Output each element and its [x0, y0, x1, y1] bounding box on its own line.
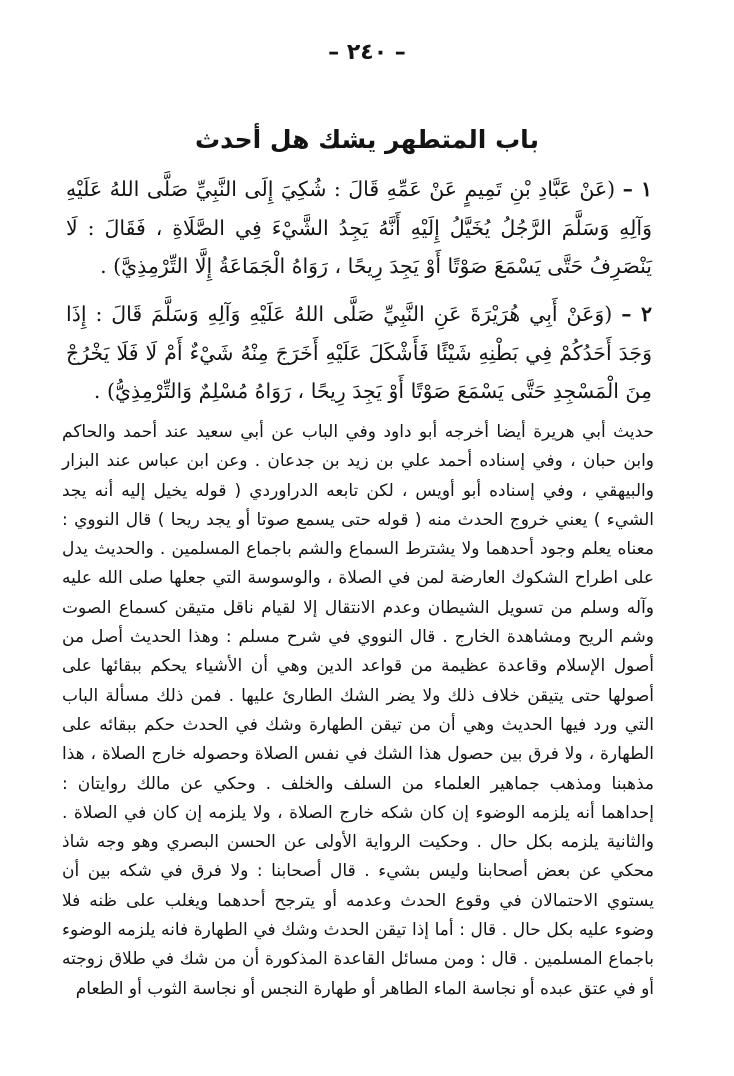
hadith-1	[66, 170, 652, 286]
hadith-text: (وَعَنْ أَبِي هُرَيْرَةَ عَنِ النَّبِيِّ صَلَّى اللهُ عَلَيْهِ وَآلِهِ وَسَلَّمَ قَالَ : إِذَا وَجَدَ أَحَدُكُمْ فِي بَطْنِهِ شَيْئًا فَأَشْكَلَ عَلَيْهِ أَخَرَجَ مِنْهُ شَيْءٌ أَمْ لَا فَلَا يَخْرُجْ مِنَ الْمَسْجِدِ حَتَّى يَسْمَعَ صَوْتًا أَوْ يَجِدَ رِيحًا ، رَوَاهُ مُسْلِمٌ وَالتِّرْمِذِيُّ) .	[66, 302, 652, 403]
hadith-number: ١ –	[622, 177, 652, 201]
hadith-number: ٢ –	[621, 302, 652, 326]
hadith-text: (عَنْ عَبَّادِ بْنِ تَمِيمٍ عَنْ عَمِّهِ قَالَ : شُكِيَ إِلَى النَّبِيِّ صَلَّى اللهُ عَلَيْهِ وَآلِهِ وَسَلَّمَ الرَّجُلُ يُخَيَّلُ إِلَيْهِ أَنَّهُ يَجِدُ الشَّيْءَ فِي الصَّلَاةِ ، فَقَالَ : لَا يَنْصَرِفُ حَتَّى يَسْمَعَ صَوْتًا أَوْ يَجِدَ رِيحًا ، رَوَاهُ الْجَمَاعَةُ إِلَّا التِّرْمِذِيَّ) .	[66, 177, 652, 278]
commentary-paragraph: حديث أبي هريرة أيضا أخرجه أبو داود وفي الباب عن أبي سعيد عند أحمد والحاكم وابن حبان ، وفي إسناده أحمد علي بن زيد بن جدعان . وعن ابن عباس عند البزار والبيهقي ، وفي إسناده أبو أويس ، لكن تابعه الدراوردي ( قوله يخيل إليه أنه يجد الشيء ) يعني خروج الحدث منه ( قوله حتى يسمع صوتا أو يجد ريحا ) قال النووي : معناه يعلم وجود أحدهما ولا يشترط السماع والشم باجماع المسلمين . والحديث يدل على اطراح الشكوك العارضة لمن في الصلاة ، والوسوسة التي جعلها صلى الله عليه وآله وسلم من تسويل الشيطان وعدم الانتقال إلا لقيام ناقل متيقن كسماع الصوت وشم الريح ومشاهدة الخارج . قال النووي في شرح مسلم : وهذا الحديث أصل من أصول الإسلام وقاعدة عظيمة من قواعد الدين وهي أن الأشياء يحكم ببقائها على أصولها حتى يتيقن خلاف ذلك ولا يضر الشك الطارئ عليها . فمن ذلك مسألة الباب التي ورد فيها الحديث وهي أن من تيقن الطهارة وشك في الحدث حكم ببقائه على الطهارة ، ولا فرق بين حصول هذا الشك في نفس الصلاة وحصوله خارج الصلاة ، هذا مذهبنا ومذهب جماهير العلماء من السلف والخلف . وحكي عن مالك روايتان : إحداهما أنه يلزمه الوضوء إن كان شكه خارج الصلاة ، ولا يلزمه إن كان في الصلاة . والثانية يلزمه بكل حال . وحكيت الرواية الأولى عن الحسن البصري وهو وجه شاذ محكي عن بعض أصحابنا وليس بشيء . قال أصحابنا : ولا فرق في شكه بين أن يستوي الاحتمالان في وقوع الحدث وعدمه أو يترجح أحدهما ويغلب على ظنه فلا وضوء عليه بكل حال . قال : أما إذا تيقن الحدث وشك في الطهارة فانه يلزمه الوضوء باجماع المسلمين . قال : ومن مسائل القاعدة المذكورة أن من شك في طلاق زوجته أو في عتق عبده أو نجاسة الماء الطاهر أو طهارة النجس أو نجاسة الثوب أو الطعام	[62, 422, 654, 999]
chapter-title: باب المتطهر يشك هل أحدث	[195, 125, 539, 154]
page-number: – ٢٤٠ –	[328, 40, 406, 65]
hadith-2	[66, 295, 652, 411]
